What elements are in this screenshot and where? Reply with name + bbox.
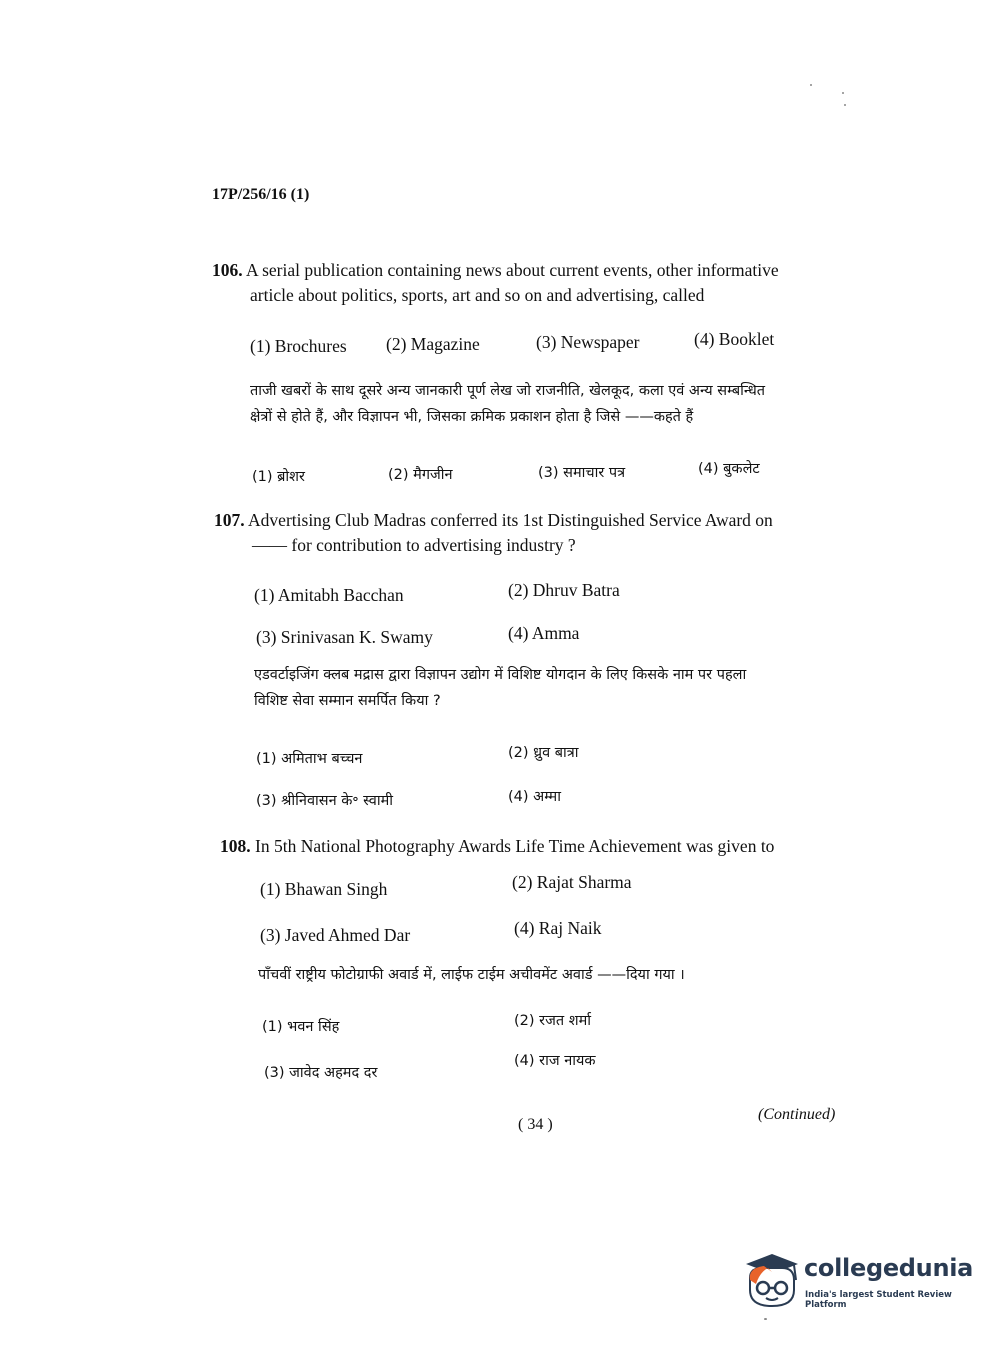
scan-speck: [842, 92, 844, 94]
hindi-option-4: (4) अम्मा: [508, 789, 561, 805]
hindi-option-3: (3) जावेद अहमद दर: [264, 1065, 378, 1081]
hindi-text-line: ताजी खबरों के साथ दूसरे अन्य जानकारी पूर्ण लेख जो राजनीति, खेलकूद, कला एवं अन्य सम्बन्धित: [250, 383, 766, 399]
hindi-text-line: एडवर्टाइजिंग क्लब मद्रास द्वारा विज्ञापन उद्योग में विशिष्ट योगदान के लिए किसके नाम पर पहला: [254, 667, 747, 683]
question-text-line: Advertising Club Madras conferred its 1st Distinguished Service Award on: [248, 510, 773, 530]
option-1: (1) Brochures: [250, 336, 347, 356]
scan-speck: [810, 84, 812, 86]
hindi-text-line: विशिष्ट सेवा सम्मान समर्पित किया ?: [254, 693, 441, 709]
hindi-option-2: (2) ध्रुव बात्रा: [508, 745, 579, 761]
hindi-option-3: (3) श्रीनिवासन के॰ स्वामी: [256, 793, 394, 809]
question-number: 106.: [212, 260, 243, 280]
question-text-line: article about politics, sports, art and so on and advertising, called: [250, 285, 705, 305]
mascot-icon: [742, 1250, 802, 1310]
paper-code: 17P/256/16 (1): [212, 186, 310, 203]
question-number: 107.: [214, 510, 245, 530]
hindi-option-4: (4) राज नायक: [514, 1053, 596, 1069]
hindi-question-108: [258, 962, 848, 988]
question-107: [214, 508, 834, 558]
page-number: ( 34 ): [518, 1116, 553, 1133]
hindi-option-1: (1) भवन सिंह: [262, 1019, 340, 1035]
hindi-option-4: (4) बुकलेट: [698, 461, 760, 477]
option-1: (1) Bhawan Singh: [260, 879, 388, 899]
hindi-option-2: (2) मैगजीन: [388, 467, 453, 483]
option-1: (1) Amitabh Bacchan: [254, 585, 404, 605]
question-108: [220, 834, 840, 859]
hindi-text-line: क्षेत्रों से होते हैं, और विज्ञापन भी, जिसका क्रमिक प्रकाशन होता है जिसे ——कहते हैं: [250, 409, 694, 425]
hindi-option-1: (1) ब्रोशर: [252, 469, 305, 485]
hindi-text-line: पाँचवीं राष्ट्रीय फोटोग्राफी अवार्ड में, लाईफ टाईम अचीवमेंट अवार्ड ——दिया गया ।: [258, 967, 685, 983]
hindi-option-3: (3) समाचार पत्र: [538, 465, 626, 481]
hindi-question-107: [254, 662, 844, 714]
question-text-line: In 5th National Photography Awards Life Time Achievement was given to: [255, 836, 775, 856]
question-106: [212, 258, 832, 308]
option-2: (2) Dhruv Batra: [508, 580, 620, 600]
question-text-line: A serial publication containing news about current events, other informative: [246, 260, 779, 280]
question-number: 108.: [220, 836, 251, 856]
question-text-line: —— for contribution to advertising industry ?: [252, 535, 576, 555]
option-3: (3) Newspaper: [536, 332, 640, 352]
option-4: (4) Amma: [508, 623, 580, 643]
option-2: (2) Magazine: [386, 334, 480, 354]
option-3: (3) Srinivasan K. Swamy: [256, 627, 433, 647]
option-3: (3) Javed Ahmed Dar: [260, 925, 411, 945]
brand-name: collegedunia: [804, 1254, 974, 1282]
collegedunia-logo: [742, 1250, 972, 1310]
hindi-option-2: (2) रजत शर्मा: [514, 1013, 591, 1029]
option-4: (4) Booklet: [694, 329, 775, 349]
continued-label: (Continued): [758, 1106, 836, 1123]
option-2: (2) Rajat Sharma: [512, 872, 632, 892]
hindi-question-106: [250, 378, 840, 430]
brand-tagline: India's largest Student Review Platform: [805, 1290, 952, 1310]
scan-speck: [844, 104, 846, 106]
option-4: (4) Raj Naik: [514, 918, 602, 938]
scan-speck: [764, 1318, 767, 1320]
hindi-option-1: (1) अमिताभ बच्चन: [256, 751, 363, 767]
